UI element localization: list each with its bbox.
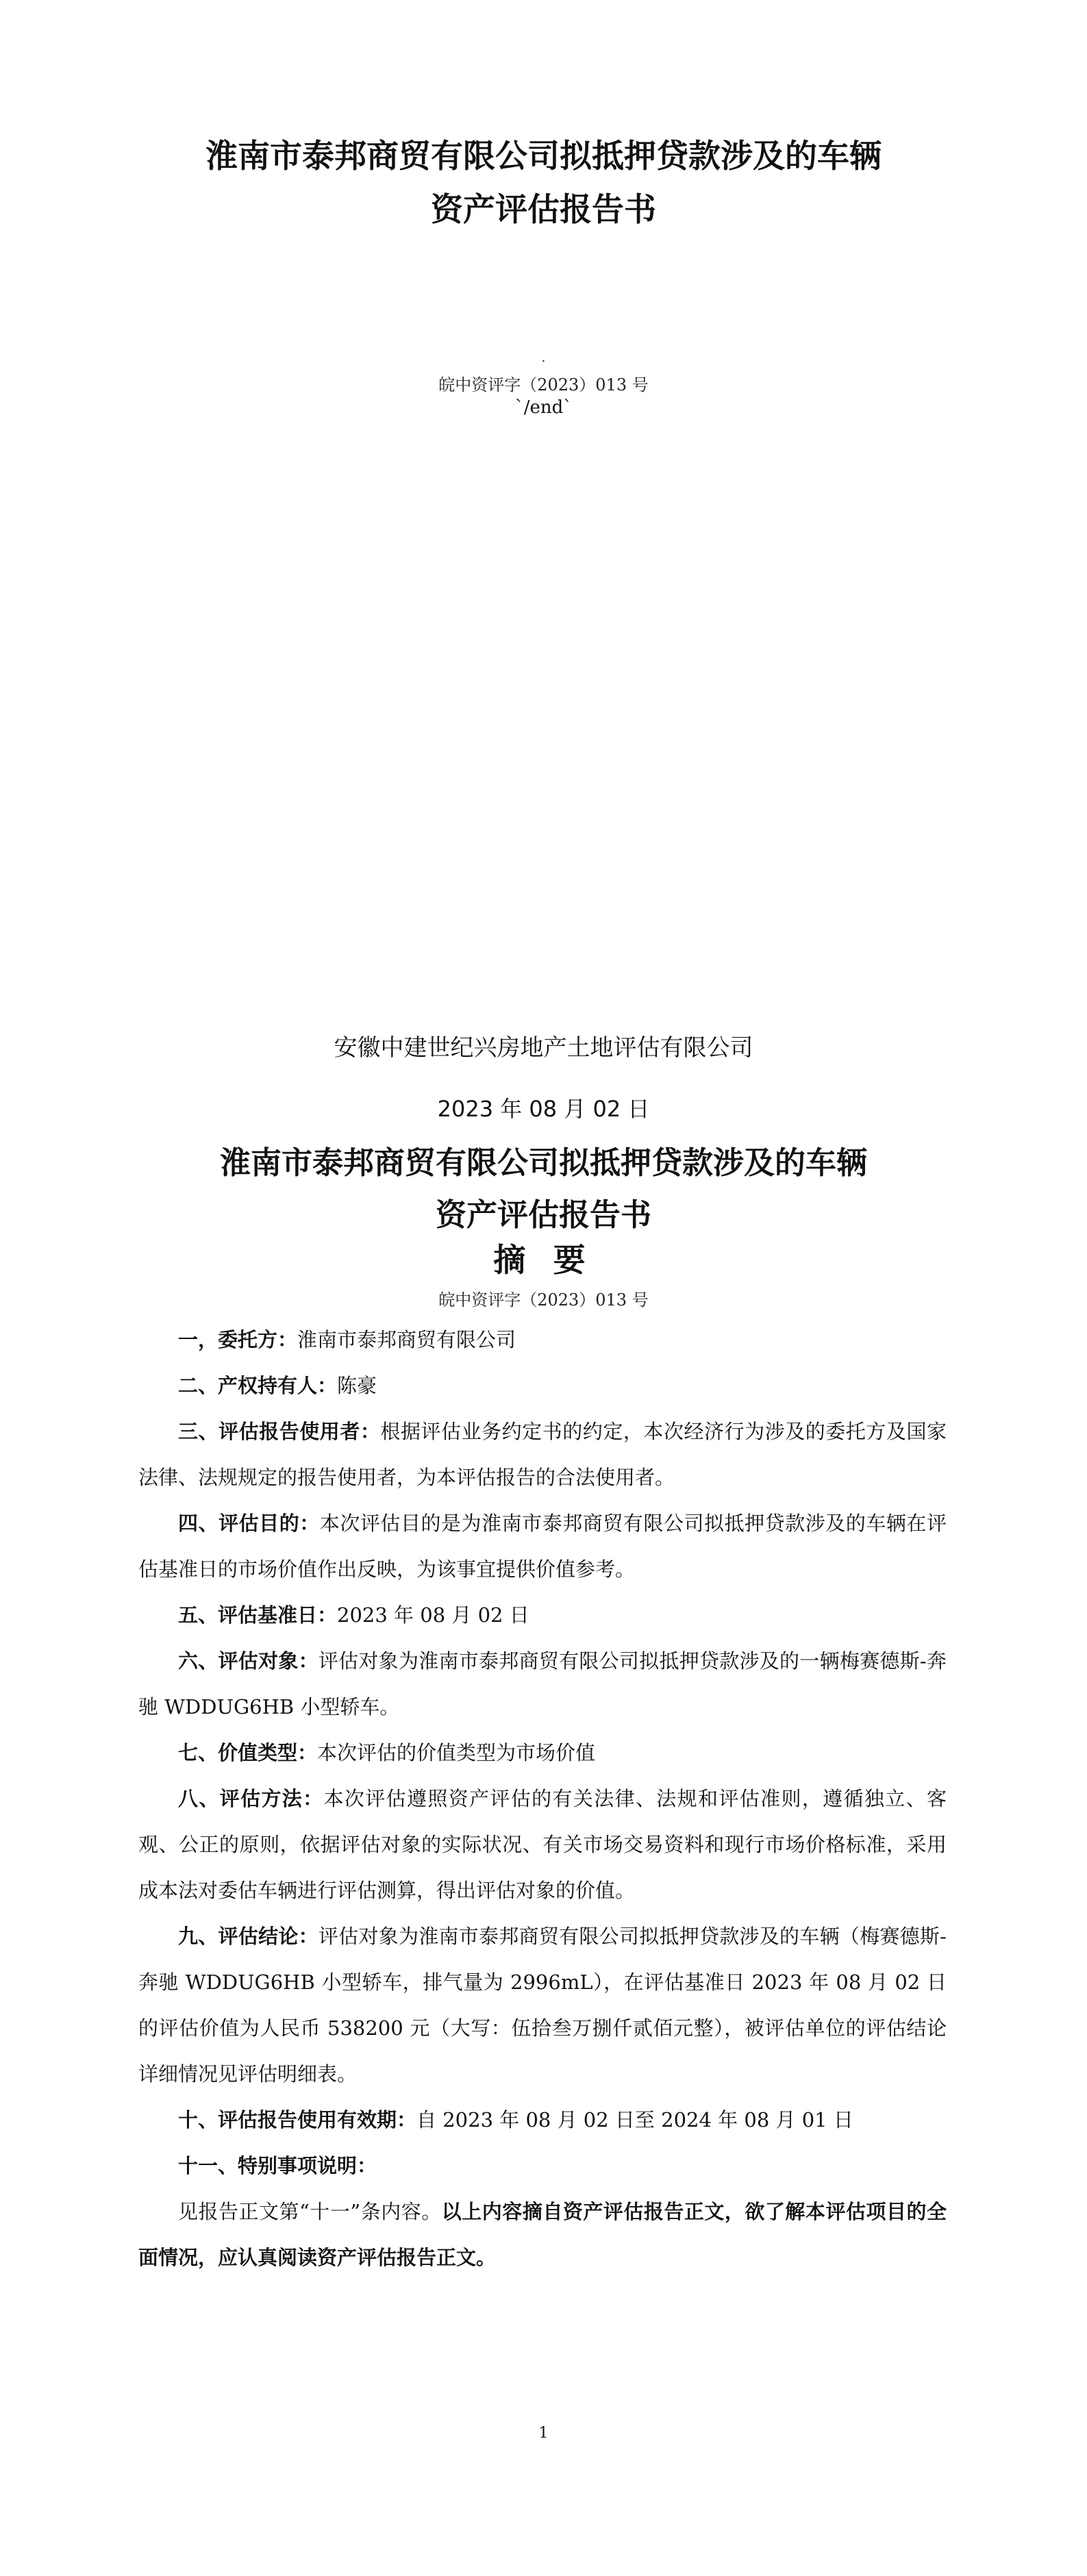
summary-title <box>0 1137 1087 1241</box>
item-text: 本次评估遵照资产评估的有关法律、法规和评估准则，遵循独立、客观、公正的原则，依据评估对象的实际状况、有关市场交易资料和现行市场价格标准，采用成本法对委估车辆进行评估测算，得出评估对象的价值。 <box>138 1787 947 1902</box>
item-text: 评估对象为淮南市泰邦商贸有限公司拟抵押贷款涉及的车辆（梅赛德斯-奔驰 WDDUG6HB 小型轿车，排气量为 2996mL），在评估基准日 2023 年 08 月 02 日的评估价值为人民币 538200 元（大写：伍拾叁万捌仟贰佰元整），被评估单位的评估结论详细情况见评估明细表。 <box>138 1925 947 2086</box>
item-object <box>138 1638 947 1730</box>
summary-doc-number: 皖中资评字（2023）013 号 <box>438 1290 649 1310</box>
report-date: 2023 年 08 月 02 日 <box>437 1096 650 1122</box>
cover-title <box>0 130 1087 237</box>
item-conclusion <box>138 1914 947 2097</box>
item-value-type <box>138 1730 947 1776</box>
item-label: 六、评估对象： <box>178 1649 318 1673</box>
item-label: 一，委托方： <box>178 1328 298 1351</box>
item-text: 本次评估的价值类型为市场价值 <box>317 1741 596 1764</box>
item-text: 陈豪 <box>337 1374 377 1397</box>
item-owner <box>138 1363 947 1409</box>
item-text: 淮南市泰邦商贸有限公司 <box>297 1328 516 1351</box>
item-label: 九、评估结论： <box>178 1925 318 1948</box>
item-label: 四、评估目的： <box>178 1512 320 1535</box>
item-special-notes <box>138 2143 947 2189</box>
summary-title-line-1: 淮南市泰邦商贸有限公司拟抵押贷款涉及的车辆 <box>219 1145 867 1181</box>
item-label: 五、评估基准日： <box>178 1603 338 1627</box>
item-text: 根据评估业务约定书的约定，本次经济行为涉及的委托方及国家法律、法规规定的报告使用者，为本评估报告的合法使用者。 <box>138 1420 947 1489</box>
cover-title-line-2: 资产评估报告书 <box>431 191 656 229</box>
item-base-date <box>138 1592 947 1638</box>
cover-doc-number: 皖中资评字（2023）013 号 <box>438 375 649 395</box>
item-text: 本次评估目的是为淮南市泰邦商贸有限公司拟抵押贷款涉及的车辆在评估基准日的市场价值作出反映，为该事宜提供价值参考。 <box>138 1512 947 1581</box>
item-label: 十、评估报告使用有效期： <box>178 2108 417 2131</box>
item-report-users <box>138 1409 947 1501</box>
item-label: 二、产权持有人： <box>178 1374 338 1397</box>
item-label: 七、价值类型： <box>178 1741 318 1764</box>
item-text: 评估对象为淮南市泰邦商贸有限公司拟抵押贷款涉及的一辆梅赛德斯-奔驰 WDDUG6HB 小型轿车。 <box>138 1649 947 1718</box>
end-marker: `/end` <box>514 397 573 418</box>
item-label: 三、评估报告使用者： <box>178 1420 381 1443</box>
item-text: 自 2023 年 08 月 02 日至 2024 年 08 月 01 日 <box>416 2108 853 2131</box>
item-label: 十一、特别事项说明： <box>178 2154 377 2177</box>
abstract-heading: 摘 要 <box>493 1242 594 1279</box>
summary-title-line-2: 资产评估报告书 <box>435 1197 651 1233</box>
item-validity <box>138 2097 947 2143</box>
closing-normal-text: 见报告正文第“十一”条内容。 <box>178 2200 442 2223</box>
item-label: 八、评估方法： <box>178 1787 324 1810</box>
cover-dot: . <box>541 351 546 365</box>
item-purpose <box>138 1501 947 1592</box>
closing-paragraph <box>138 2189 947 2281</box>
cover-title-line-1: 淮南市泰邦商贸有限公司拟抵押贷款涉及的车辆 <box>205 138 882 175</box>
appraiser-company: 安徽中建世纪兴房地产土地评估有限公司 <box>334 1034 753 1062</box>
item-client <box>138 1317 947 1363</box>
item-text: 2023 年 08 月 02 日 <box>337 1603 529 1627</box>
closing-bold-text: 以上内容摘自资产评估报告正文，欲了解本评估项目的全面情况，应认真阅读资产评估报告正文。 <box>138 2200 947 2269</box>
page-number: 1 <box>538 2425 549 2442</box>
summary-body <box>138 1317 947 2281</box>
item-method <box>138 1776 947 1914</box>
